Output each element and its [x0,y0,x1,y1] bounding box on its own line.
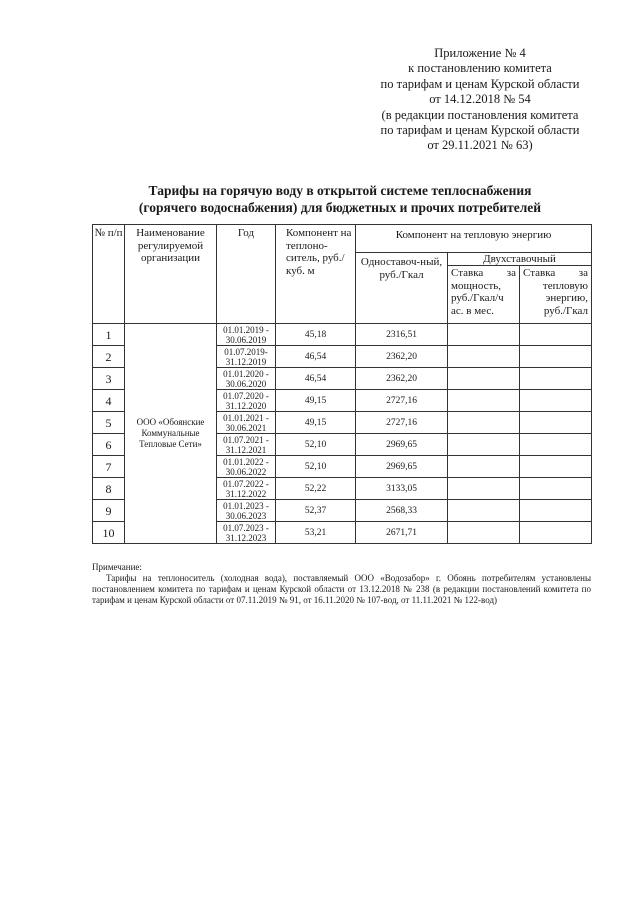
appendix-line: Приложение № 4 [434,46,526,60]
row-energy-rate [520,500,592,522]
organization-name: ООО «Обоянские Коммунальные Тепловые Сети» [125,324,217,544]
row-power-rate [448,478,520,500]
note-label: Примечание: [92,562,142,572]
appendix-line: к постановлению комитета [408,61,552,76]
row-single: 2727,16 [356,412,448,434]
row-num: 1 [93,324,125,346]
row-energy-rate [520,456,592,478]
row-num: 10 [93,522,125,544]
note-block [92,562,591,606]
row-num: 7 [93,456,125,478]
row-energy-rate [520,412,592,434]
row-period: 01.01.2020 - 30.06.2020 [217,368,276,390]
row-period: 01.01.2019 - 30.06.2019 [217,324,276,346]
row-power-rate [448,434,520,456]
row-power-rate [448,522,520,544]
row-period: 01.07.2023 - 31.12.2023 [217,522,276,544]
row-carrier: 49,15 [276,390,356,412]
table-row [93,324,592,346]
row-single: 2969,65 [356,434,448,456]
row-power-rate [448,412,520,434]
header-power-rate-2: мощность, руб./Гкал/ч ас. в мес. [451,279,504,317]
row-period: 01.01.2022 - 30.06.2022 [217,456,276,478]
row-num: 8 [93,478,125,500]
header-energy: Компонент на тепловую энергию [356,225,592,253]
appendix-line: по тарифам и ценам Курской области [380,76,580,91]
row-num: 9 [93,500,125,522]
row-num: 4 [93,390,125,412]
header-energy-rate [520,266,592,324]
row-carrier: 49,15 [276,412,356,434]
header-year: Год [217,225,276,324]
row-period: 01.07.2020 - 31.12.2020 [217,390,276,412]
row-single: 2969,65 [356,456,448,478]
note-text: Тарифы на теплоноситель (холодная вода), поставляемый ООО «Водозабор» г. Обоянь потребителям установлены постановлением комитета по тарифам и ценам Курской области от 13.12.2018 № 238 (в редакции постановлений комитета по тарифам и ценам Курской области от 07.11.2019 № 91, от 16.11.2020 № 107-вод, от 11.11.2021 № 122-вод) [92,573,591,605]
row-power-rate [448,390,520,412]
row-num: 2 [93,346,125,368]
row-single: 2362,20 [356,368,448,390]
row-energy-rate [520,522,592,544]
row-energy-rate [520,368,592,390]
row-carrier: 52,37 [276,500,356,522]
row-energy-rate [520,346,592,368]
header-carrier: Компонент на теплоно-ситель, руб./куб. м [276,225,356,324]
appendix-line: (в редакции постановления комитета [381,107,579,122]
appendix-line: от 14.12.2018 № 54 [429,92,531,107]
row-energy-rate [520,390,592,412]
document-title [90,182,590,216]
row-single: 2671,71 [356,522,448,544]
row-energy-rate [520,324,592,346]
row-carrier: 52,10 [276,434,356,456]
row-period: 01.01.2021 - 30.06.2021 [217,412,276,434]
appendix-line: по тарифам и ценам Курской области [380,123,580,138]
row-single: 2316,51 [356,324,448,346]
row-num: 3 [93,368,125,390]
row-energy-rate [520,434,592,456]
header-single: Одноставоч-ный, руб./Гкал [356,253,448,324]
row-power-rate [448,324,520,346]
header-energy-rate-1: Ставка за [523,267,589,279]
tariff-table [92,224,592,544]
row-period: 01.01.2023 - 30.06.2023 [217,500,276,522]
row-carrier: 46,54 [276,346,356,368]
row-single: 2568,33 [356,500,448,522]
row-carrier: 46,54 [276,368,356,390]
row-carrier: 53,21 [276,522,356,544]
header-num: № п/п [93,225,125,324]
row-num: 5 [93,412,125,434]
row-single: 2727,16 [356,390,448,412]
row-num: 6 [93,434,125,456]
row-power-rate [448,368,520,390]
row-power-rate [448,456,520,478]
row-period: 01.07.2019-31.12.2019 [217,346,276,368]
header-double: Двухставочный [448,253,592,266]
appendix-block [330,46,630,154]
title-line-2: (горячего водоснабжения) для бюджетных и прочих потребителей [138,200,542,215]
row-power-rate [448,500,520,522]
row-carrier: 52,22 [276,478,356,500]
header-power-rate [448,266,520,324]
header-energy-rate-2: тепловую энергию, руб./Гкал [542,279,589,317]
appendix-line: от 29.11.2021 № 63) [427,138,533,153]
row-single: 2362,20 [356,346,448,368]
header-power-rate-1: Ставка за [451,267,516,279]
header-org: Наименование регулируемой организации [125,225,217,324]
row-energy-rate [520,478,592,500]
row-carrier: 45,18 [276,324,356,346]
row-power-rate [448,346,520,368]
row-carrier: 52,10 [276,456,356,478]
row-period: 01.07.2021 - 31.12.2021 [217,434,276,456]
row-single: 3133,05 [356,478,448,500]
title-line-1: Тарифы на горячую воду в открытой системе теплоснабжения [148,183,532,198]
row-period: 01.07.2022 - 31.12.2022 [217,478,276,500]
